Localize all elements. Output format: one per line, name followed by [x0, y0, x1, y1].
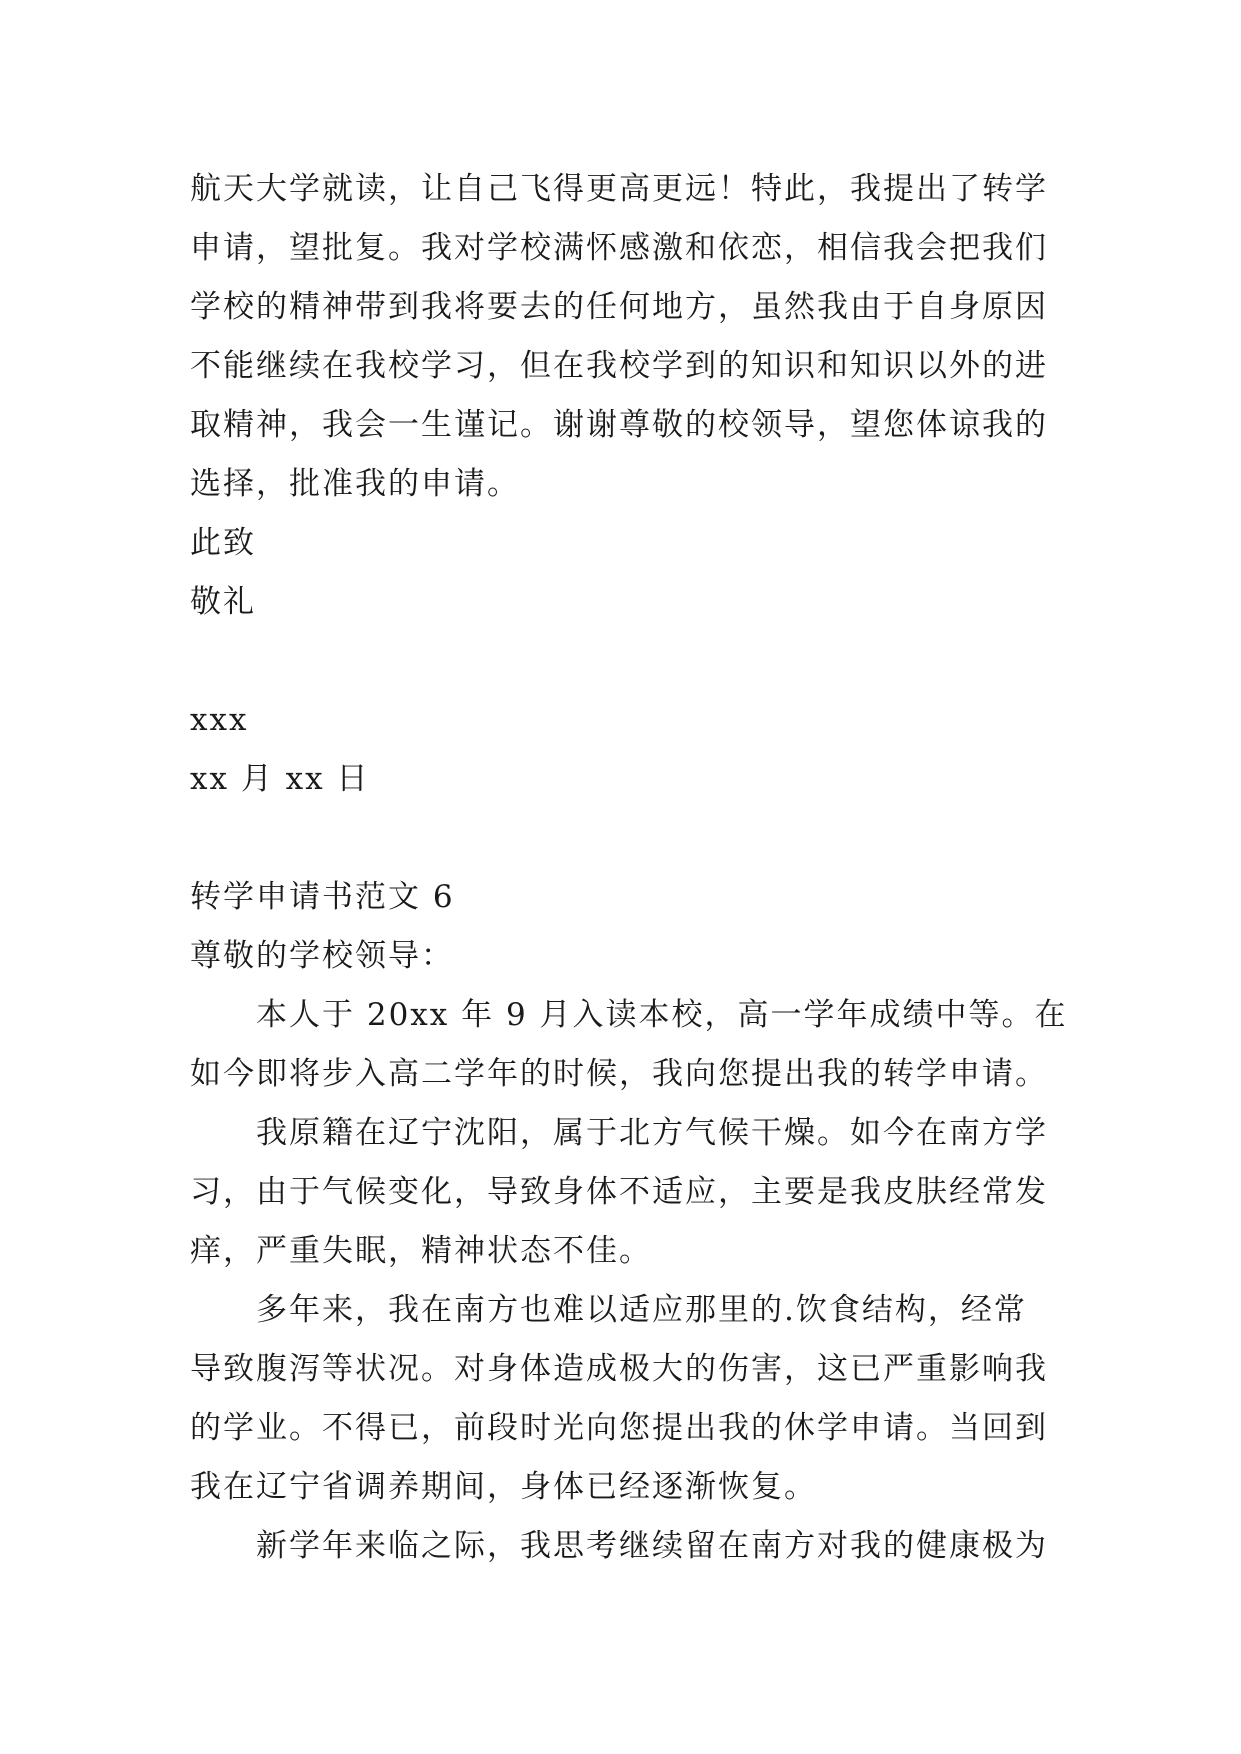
paragraph-line: 新学年来临之际，我思考继续留在南方对我的健康极为 [256, 1528, 1048, 1564]
document-body [190, 160, 1068, 1576]
paragraph-line: 本人于 20xx 年 9 月入读本校，高一学年成绩中等。在 [256, 997, 1068, 1033]
blank-line [190, 809, 1060, 868]
salutation: 尊敬的学校领导： [190, 938, 454, 974]
signature-name: xxx [190, 702, 249, 738]
paragraph-line: 我原籍在辽宁沈阳，属于北方气候干燥。如今在南方学 [256, 1115, 1048, 1151]
text-line: 选择，批准我的申请。 [190, 466, 520, 502]
paragraph-line: 多年来，我在南方也难以适应那里的.饮食结构，经常 [256, 1292, 1027, 1328]
blank-line [190, 632, 1060, 691]
text-line: 不能继续在我校学习，但在我校学到的知识和知识以外的进 [190, 348, 1048, 384]
text-line: 学校的精神带到我将要去的任何地方，虽然我由于自身原因 [190, 289, 1048, 325]
text-line: 取精神，我会一生谨记。谢谢尊敬的校领导，望您体谅我的 [190, 407, 1048, 443]
section-title: 转学申请书范文 6 [190, 879, 455, 915]
closing-line-1: 此致 [190, 525, 256, 561]
text-line: 申请，望批复。我对学校满怀感激和依恋，相信我会把我们 [190, 230, 1048, 266]
paragraph-line: 如今即将步入高二学年的时候，我向您提出我的转学申请。 [190, 1056, 1048, 1092]
paragraph-line: 习，由于气候变化，导致身体不适应，主要是我皮肤经常发 [190, 1174, 1048, 1210]
text-line: 航天大学就读，让自己飞得更高更远！特此，我提出了转学 [190, 171, 1048, 207]
closing-line-2: 敬礼 [190, 584, 256, 620]
paragraph-line: 我在辽宁省调养期间，身体已经逐渐恢复。 [190, 1469, 817, 1505]
paragraph-line: 的学业。不得已，前段时光向您提出我的休学申请。当回到 [190, 1410, 1048, 1446]
paragraph-line: 痒，严重失眠，精神状态不佳。 [190, 1233, 652, 1269]
signature-date: xx 月 xx 日 [190, 761, 370, 797]
paragraph-line: 导致腹泻等状况。对身体造成极大的伤害，这已严重影响我 [190, 1351, 1048, 1387]
